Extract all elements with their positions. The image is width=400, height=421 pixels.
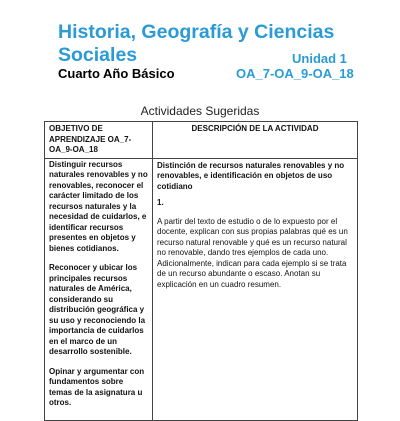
section-title: Actividades Sugeridas [140,104,260,118]
oa-codes: OA_7-OA_9-OA_18 [236,66,354,81]
document-title: Historia, Geografía y Ciencias [58,21,335,43]
activities-table [44,121,358,421]
activity-title: Distinción de recursos naturales renovables y no renovables, e identificación en objetos de uso cotidiano [157,160,345,191]
document-title-line2: Sociales [58,44,138,66]
objective-text: Opinar y argumentar con fundamentos sobre temas de la asignatura u otros. [49,366,145,407]
table-row [45,158,358,420]
objective-text: Distinguir recursos naturales renovables y no renovables, reconocer el carácter limitado de los recursos naturales y la necesidad de cuidarlos, e identificar recursos presentes en objetos y bienes cotidianos. [49,159,148,253]
table-header-row [45,122,358,159]
step-number: 1. [157,198,164,207]
grade-label: Cuarto Año Básico [58,66,175,81]
activity-text: A partir del texto de estudio o de lo expuesto por el docente, explican con sus propias palabras qué es un recurso natural renovable y qué es un recurso natural no renovable, dando tres ejemplos de cada uno. Adicionalmente, indican para cada ejemplo si se trata de un recurso abundante o escaso. Anotan su explicación en un cuadro resumen. [157,216,348,289]
activity-description-cell [153,158,358,420]
description-column-header: DESCRIPCIÓN DE LA ACTIVIDAD [153,122,358,159]
objective-text: Reconocer y ubicar los principales recursos naturales de América, considerando su distribución geográfica y su uso y reconociendo la importancia de cuidarlos en el marco de un desarrollo sostenible. [49,263,146,356]
objectives-cell [45,158,153,420]
objective-column-header: OBJETIVO DE APRENDIZAJE OA_7-OA_9-OA_18 [45,122,153,159]
unit-label: Unidad 1 [292,51,347,66]
